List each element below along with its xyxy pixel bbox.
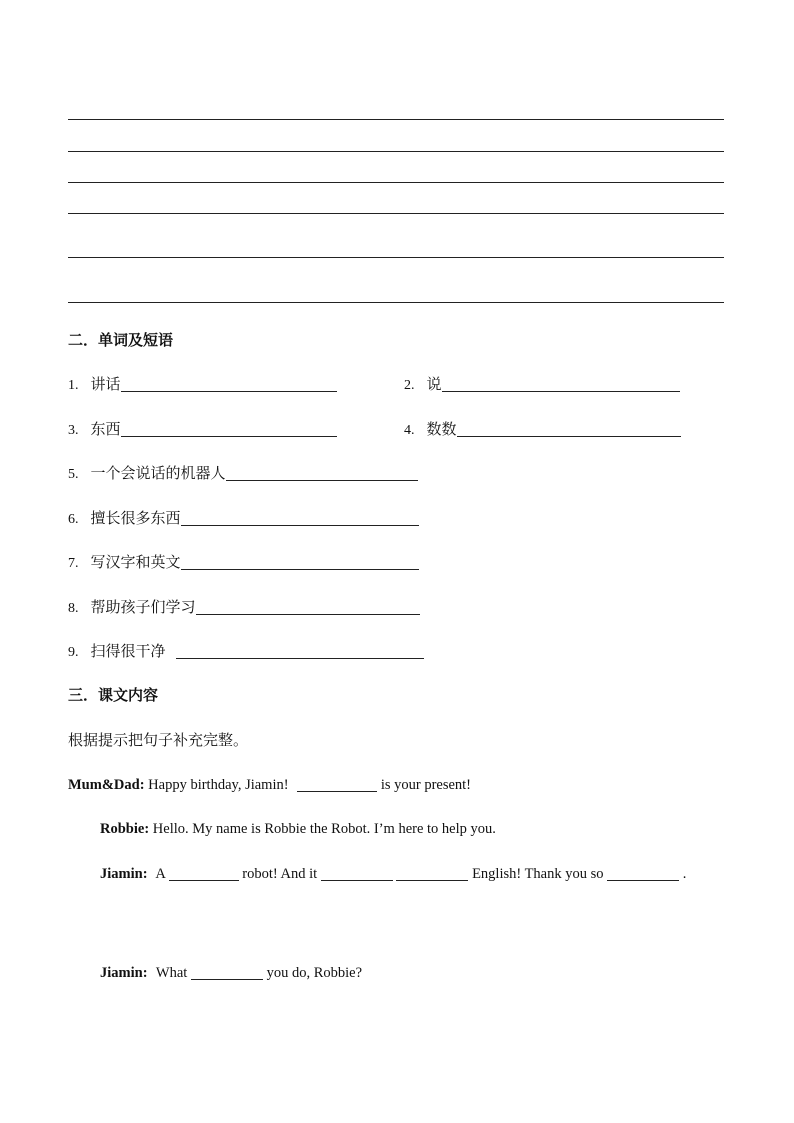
item-prompt: 擅长很多东西 [90,509,181,527]
vocab-item-3 [68,419,337,441]
answer-blank[interactable] [176,643,424,659]
answer-blank[interactable] [396,865,468,881]
writing-line [68,213,724,214]
dialogue-text: is your present! [380,777,472,793]
dialogue-line-2 [100,819,496,839]
item-number: 7. [68,556,79,571]
item-prompt: 扫得很干净 [90,642,166,660]
writing-line [68,119,724,120]
dialogue-line-3 [100,864,686,884]
answer-blank[interactable] [169,865,239,881]
item-prompt: 帮助孩子们学习 [90,598,196,616]
answer-blank[interactable] [226,465,418,481]
instruction-text: 根据提示把句子补充完整。 [68,731,249,749]
item-number: 8. [68,601,79,616]
speaker-name: Mum&Dad: [68,777,145,793]
item-prompt: 东西 [90,420,121,438]
dialogue-text: Happy birthday, Jiamin! [148,777,289,793]
item-prompt: 写汉字和英文 [90,553,181,571]
dialogue-text: A [155,866,166,882]
dialogue-text: . [682,866,687,882]
answer-blank[interactable] [121,376,337,392]
writing-line [68,257,724,258]
item-prompt: 数数 [426,420,457,438]
item-prompt: 讲话 [90,375,121,393]
vocab-item-4 [404,419,681,441]
item-number: 5. [68,467,79,482]
vocab-item-9 [68,641,424,663]
answer-blank[interactable] [181,510,419,526]
writing-line [68,151,724,152]
vocab-item-7 [68,552,419,574]
answer-blank[interactable] [457,421,681,437]
vocab-item-1 [68,374,337,396]
dialogue-text: Hello. My name is Robbie the Robot. I’m here to help you. [152,821,496,837]
dialogue-text: you do, Robbie? [266,965,363,981]
item-prompt: 说 [426,375,442,393]
item-number: 2. [404,378,415,393]
item-prompt: 一个会说话的机器人 [90,464,226,482]
item-number: 4. [404,423,415,438]
dialogue-text: robot! And it [242,866,318,882]
vocab-item-6 [68,508,419,530]
answer-blank[interactable] [321,865,393,881]
answer-blank[interactable] [191,964,263,980]
answer-blank[interactable] [121,421,337,437]
dialogue-text: What [155,965,188,981]
dialogue-text: English! Thank you so [472,866,604,882]
dialogue-line-4 [100,963,362,983]
answer-blank[interactable] [181,554,419,570]
writing-line [68,182,724,183]
item-number: 9. [68,645,79,660]
writing-line [68,302,724,303]
item-number: 6. [68,512,79,527]
section-heading-words: 二．单词及短语 [68,331,174,349]
item-number: 3. [68,423,79,438]
speaker-name: Jiamin: [100,965,148,981]
answer-blank[interactable] [297,776,377,792]
section-heading-text: 三．课文内容 [68,686,159,704]
answer-blank[interactable] [196,599,420,615]
vocab-item-8 [68,597,420,619]
answer-blank[interactable] [607,865,679,881]
vocab-item-5 [68,463,418,485]
vocab-item-2 [404,374,680,396]
answer-blank[interactable] [442,376,680,392]
dialogue-line-1 [68,775,471,795]
speaker-name: Robbie: [100,821,150,837]
item-number: 1. [68,378,79,393]
speaker-name: Jiamin: [100,866,148,882]
